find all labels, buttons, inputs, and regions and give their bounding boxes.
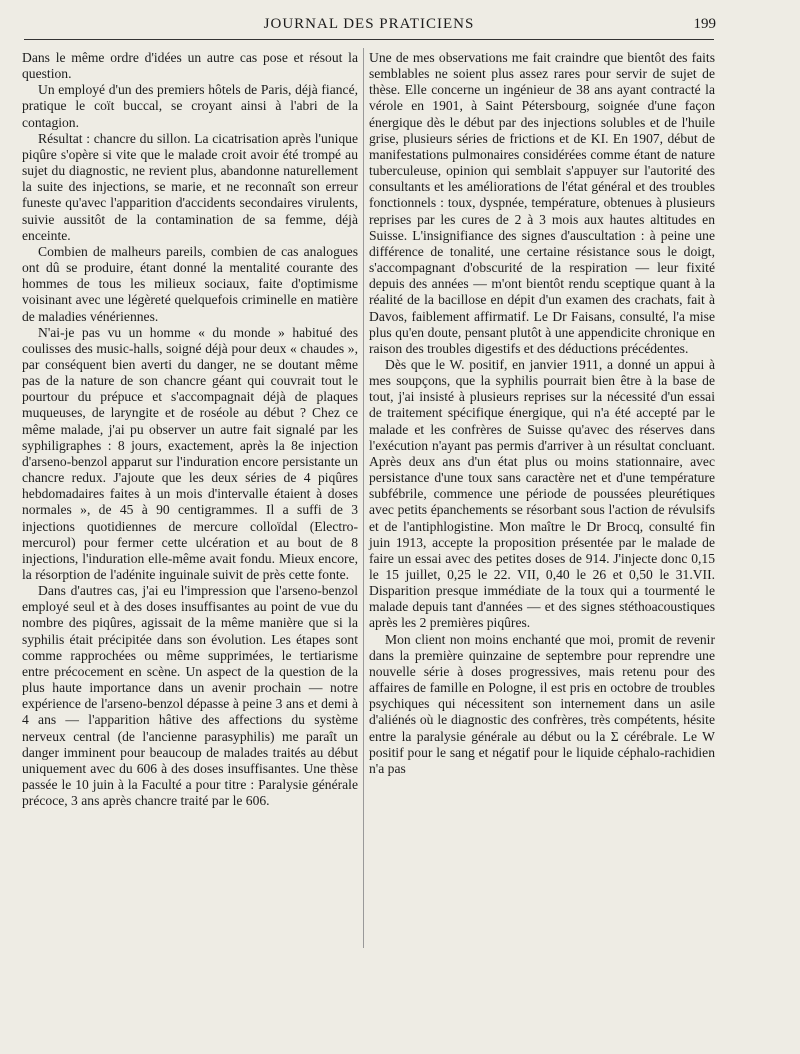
paragraph: N'ai-je pas vu un homme « du monde » habitué des coulisses des music-halls, soigné déjà pour deux « chaudes », par conséquent bien averti du danger, ne se doutant même pas de la nature de son chancre géant qui couvrait tout le pourtour du prépuce et s'accompagnait déjà de plaques muqueuses, de laryngite et de roséole au début ? Chez ce même malade, j'ai pu observer un autre fait signalé par les syphiligraphes : 8 jours, exactement, après la 8e injection d'arseno-benzol apparut sur l'induration encore persistante un chancre redux. J'ajoute que les deux séries de 4 piqûres hebdomadaires faites à un mois d'intervalle étaient à doses normales », de 45 à 90 centigrammes. Il a suffi de 3 injections quotidiennes de mercure colloïdal (Electro-mercurol) pour fermer cette ulcération et au bout de 8 injections, l'induration elle-même avait fondu. Mieux encore, la résorption de l'adénite inguinale suivit de près cette fonte. [22, 324, 358, 582]
paragraph: Combien de malheurs pareils, combien de cas analogues ont dû se produire, étant donné la mentalité courante des hommes de tous les milieux sociaux, faite d'optimisme voisinant avec une légèreté quelquefois criminelle en matière de maladies vénériennes. [22, 243, 358, 324]
left-column [22, 50, 358, 809]
journal-title: JOURNAL DES PRATICIENS [263, 16, 475, 32]
page-number: 199 [693, 16, 716, 32]
right-column [369, 50, 715, 777]
paragraph: Dès que le W. positif, en janvier 1911, a donné un appui à mes soupçons, que la syphilis pourrait bien être à la base de tout, j'ai insisté à plusieurs reprises sur la nécessité d'un essai de traitement spécifique énergique, qui n'a été accepté par le malade et les confrères de Suisse qu'avec des réserves dans l'exécution n'ayant pas permis d'arriver à un résultat concluant. Après deux ans d'un état plus ou moins stationnaire, avec persistance d'une toux sans caractère net et d'une température subfébrile, commence une période de poussées pleurétiques avec petits épanchements se résorbant sous l'action de révulsifs et de l'antiphlogistine. Mon maître le Dr Brocq, consulté fin juin 1913, accepte la proposition présentée par le malade de faire un essai avec des petites doses de 914. J'injecte donc 0,15 le 15 juillet, 0,25 le 22. VII, 0,40 le 26 et 0,50 le 31.VII. Disparition presque immédiate de la toux qui a tourmenté le malade depuis tant d'années — et des signes stéthoacoustiques après les 2 premières piqûres. [369, 356, 715, 631]
paragraph: Mon client non moins enchanté que moi, promit de revenir dans la première quinzaine de septembre pour reprendre une nouvelle série à doses progressives, mais retenu pour des affaires de famille en Pologne, il est pris en octobre de troubles psychiques qui nécessitent son internement dans un asile d'aliénés où le diagnostic des confrères, très compétents, hésite entre la paralysie générale au début ou la Σ cérébrale. Le W positif pour le sang et négatif pour le liquide céphalo-rachidien n'a pas [369, 631, 715, 776]
paragraph: Un employé d'un des premiers hôtels de Paris, déjà fiancé, pratique le coït buccal, se croyant ainsi à l'abri de la contagion. [22, 82, 358, 130]
header-rule [24, 39, 714, 40]
paragraph: Dans le même ordre d'idées un autre cas pose et résout la question. [22, 50, 358, 82]
paragraph: Une de mes observations me fait craindre que bientôt des faits semblables ne soient plus assez rares pour servir de sujet de thèse. Elle concerne un ingénieur de 38 ans ayant contracté la vérole en 1901, à Saint Pétersbourg, soignée d'une façon énergique dès le début par des injections solubles et de l'huile grise, plusieurs séries de frictions et de KI. En 1907, début de manifestations pulmonaires considérées comme étant de nature tuberculeuse, opinion qui semblait s'appuyer sur l'autorité des consultants et les améliorations de l'état général et des troubles fonctionnels : toux, dyspnée, température, obtenues à plusieurs reprises par les cures de 2 à 3 mois aux hautes altitudes en Suisse. L'insignifiance des signes d'auscultation : à peine une différence de tonalité, une certaine résistance sous le doigt, s'accompagnant d'obscurité de la respiration — leur fixité depuis des années — m'ont bientôt rendu sceptique quant à la réalité de la bacillose en dépit d'un examen des crachats, fait à Davos, faiblement affirmatif. Le Dr Faisans, consulté, l'a mise plus qu'en doute, pensant plutôt à une appendicite chronique en raison des troubles digestifs et des déductions précédentes. [369, 50, 715, 356]
paragraph: Dans d'autres cas, j'ai eu l'impression que l'arseno-benzol employé seul et à des doses insuffisantes au point de vue du nombre des piqûres, agissait de la même manière que si la syphilis était précipitée dans son évolution. Les étapes sont comme rapprochées ou même supprimées, le tertiarisme entre précocement en scène. Un aspect de la question de la plus haute importance dans un avenir prochain — notre expérience de l'arseno-benzol dépasse à peine 3 ans et demi à 4 ans — l'apparition hâtive des affections du système nerveux central (de l'ancienne parasyphilis) me paraît un danger imminent pour beaucoup de malades traités au début uniquement avec du 606 à des doses insuffisantes. Une thèse passée le 10 juin à la Faculté a pour titre : Paralysie générale précoce, 3 ans après chancre traité par le 606. [22, 583, 358, 809]
column-divider [363, 48, 364, 948]
paragraph: Résultat : chancre du sillon. La cicatrisation après l'unique piqûre s'opère si vite que le malade croit avoir été trompé au sujet du diagnostic, ne revient plus, abandonne naturellement la suite des injections, se marie, et ne reconnaît son erreur funeste qu'avec l'apparition d'accidents secondaires virulents, suivie aussitôt de la contamination de sa femme, déjà enceinte. [22, 130, 358, 243]
page-header [22, 16, 716, 38]
